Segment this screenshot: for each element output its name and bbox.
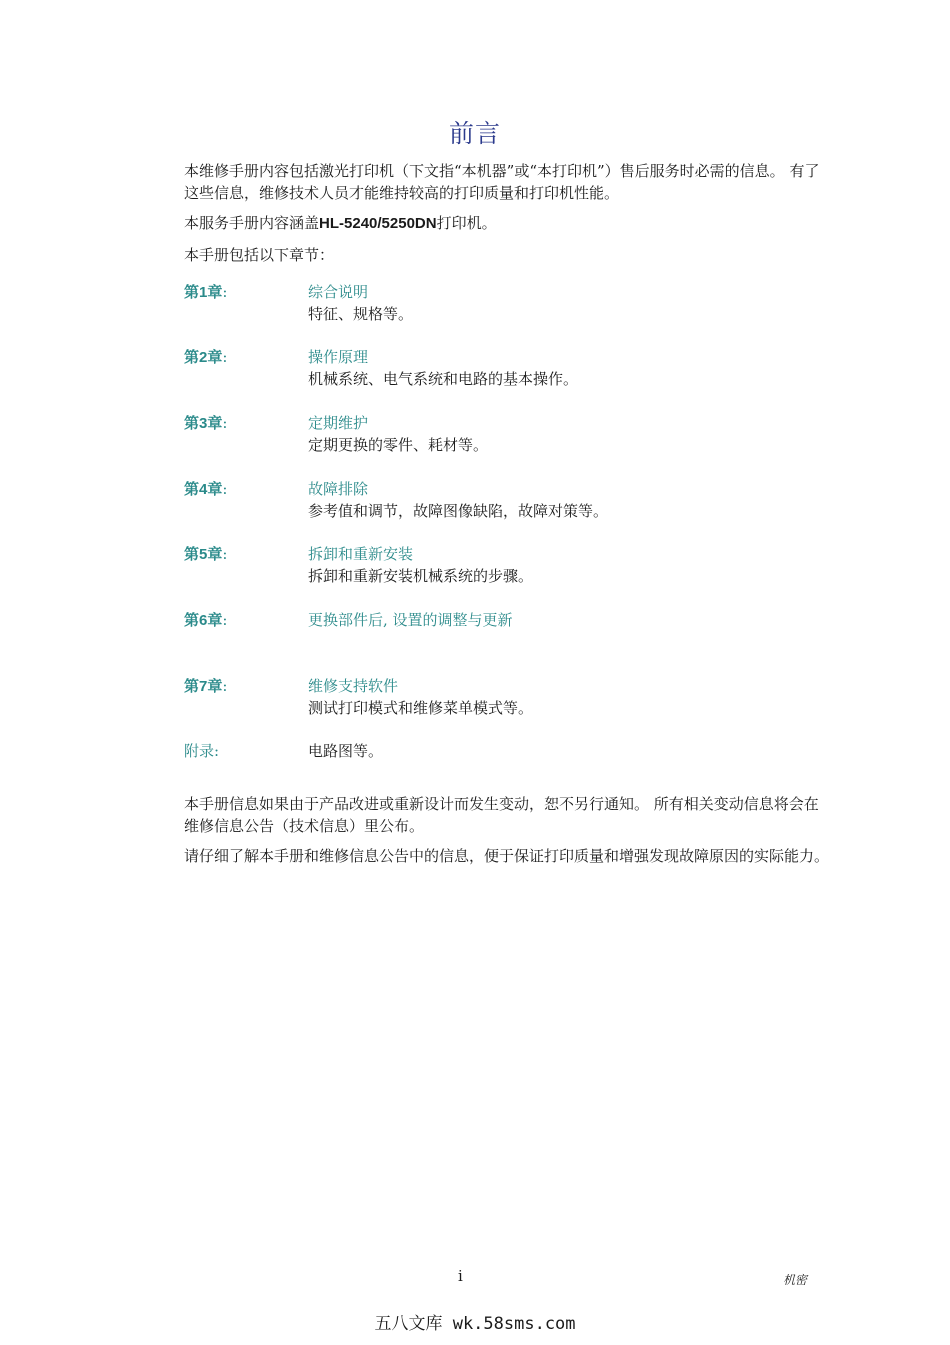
chapter-label: 第6章: [184, 611, 228, 629]
coverage-prefix: 本服务手册内容涵盖 [184, 214, 320, 232]
chapter-2 [184, 346, 829, 396]
chapter-7 [184, 675, 829, 725]
chapter-label: 第2章: [184, 348, 228, 366]
model-name: HL-5240/5250DN [319, 215, 437, 232]
chapter-label: 第7章: [184, 677, 228, 695]
chapter-title[interactable]: 更换部件后, 设置的调整与更新 [308, 611, 513, 629]
appendix-label: 附录: [184, 742, 220, 760]
chapter-label: 第4章: [184, 480, 228, 498]
chapter-6 [184, 609, 829, 659]
chapter-title[interactable]: 综合说明 [308, 283, 369, 301]
chapter-desc: 机械系统、电气系统和电路的基本操作。 [308, 370, 579, 388]
chapter-desc: 定期更换的零件、耗材等。 [308, 436, 489, 454]
confidential-mark: 机密 [783, 1273, 808, 1287]
chapter-label: 第3章: [184, 414, 228, 432]
chapter-label: 第1章: [184, 283, 228, 301]
chapter-desc: 特征、规格等。 [308, 305, 414, 323]
chapter-4 [184, 478, 829, 528]
appendix [184, 740, 829, 790]
chapter-title[interactable]: 定期维护 [308, 414, 369, 432]
intro-paragraph: 本维修手册内容包括激光打印机（下文指“本机器”或“本打印机”）售后服务时必需的信息。 有了这些信息，维修技术人员才能维持较高的打印质量和打印机性能。 [184, 162, 820, 202]
page-number: i [458, 1267, 463, 1285]
chapter-desc: 参考值和调节，故障图像缺陷，故障对策等。 [308, 502, 609, 520]
chapters-intro: 本手册包括以下章节： [184, 246, 335, 264]
closing-paragraph-1: 本手册信息如果由于产品改进或重新设计而发生变动，恕不另行通知。 所有相关变动信息将会在维修信息公告（技术信息）里公布。 [184, 795, 819, 835]
chapter-desc: 拆卸和重新安装机械系统的步骤。 [308, 567, 534, 585]
chapter-title[interactable]: 维修支持软件 [308, 677, 399, 695]
chapter-desc: 测试打印模式和维修菜单模式等。 [308, 699, 534, 717]
appendix-desc: 电路图等。 [308, 742, 384, 760]
chapter-title[interactable]: 操作原理 [308, 348, 369, 366]
chapter-3 [184, 412, 829, 462]
coverage-paragraph [184, 212, 829, 235]
chapter-title[interactable]: 故障排除 [308, 480, 369, 498]
chapter-label: 第5章: [184, 545, 228, 563]
watermark: 五八文库 wk.58sms.com [374, 1314, 576, 1334]
coverage-suffix: 打印机。 [436, 214, 497, 232]
closing-paragraph-2: 请仔细了解本手册和维修信息公告中的信息，便于保证打印质量和增强发现故障原因的实际能力。 [184, 847, 830, 865]
chapter-5 [184, 543, 829, 593]
chapter-1 [184, 281, 829, 331]
chapter-title[interactable]: 拆卸和重新安装 [308, 545, 414, 563]
page-title: 前言 [448, 119, 501, 148]
